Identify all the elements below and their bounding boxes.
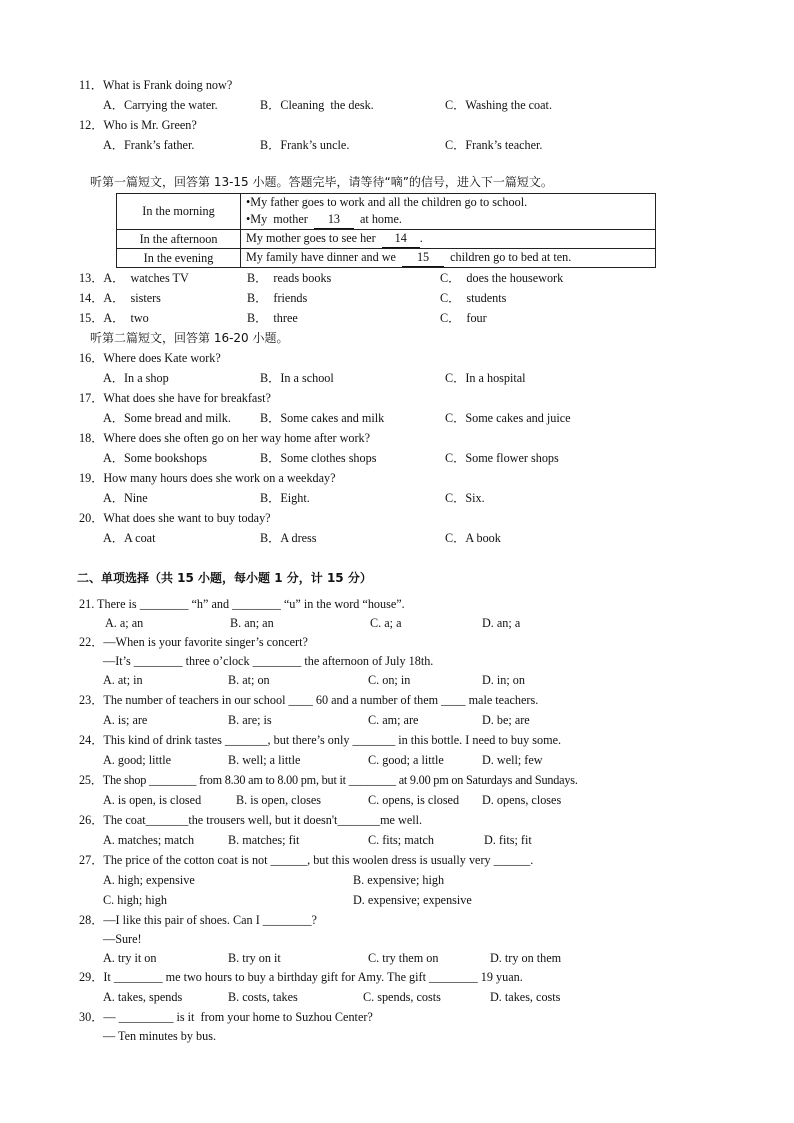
passage1-intro: 听第一篇短文，回答第 13-15 小题。答题完毕，请等待“嘀”的信号，进入下一篇短文。 xyxy=(90,175,553,189)
table-row-afternoon xyxy=(117,230,656,249)
q22-stem: 22．—When is your favorite singer’s concert? xyxy=(79,635,308,649)
afternoon-cell xyxy=(241,230,656,249)
q25-stem: 25．The shop ________ from 8.30 am to 8.00 pm, but it ________ at 9.00 pm on Saturdays and Sundays. xyxy=(79,773,578,787)
q18-option-a: A．Some bookshops xyxy=(103,451,207,465)
morning-line2-text: •My mother xyxy=(246,212,314,226)
q11-stem: 11．What is Frank doing now? xyxy=(79,78,233,92)
q18-option-b: B．Some clothes shops xyxy=(260,451,377,465)
morning-label: In the morning xyxy=(117,194,241,230)
passage1-table xyxy=(116,193,656,268)
evening-label: In the evening xyxy=(117,249,241,268)
q29-option-b: B. costs, takes xyxy=(228,990,298,1004)
q25-option-d: D. opens, closes xyxy=(482,793,562,807)
q26-option-d: D. fits; fit xyxy=(484,833,532,847)
q20-option-c: C．A book xyxy=(445,531,501,545)
q27-stem: 27．The price of the cotton coat is not ______, but this woolen dress is usually very ______. xyxy=(79,853,534,867)
q22-option-d: D. in; on xyxy=(482,673,525,687)
q30-line2: — Ten minutes by bus. xyxy=(103,1029,217,1043)
q27-option-c: C. high; high xyxy=(103,893,167,907)
q25-option-c: C. opens, is closed xyxy=(368,793,460,807)
q19-option-b: B．Eight. xyxy=(260,491,310,505)
q24-option-d: D. well; few xyxy=(482,753,543,767)
morning-line2-end: at home. xyxy=(353,212,402,226)
q29-option-c: C. spends, costs xyxy=(363,990,441,1004)
q17-option-a: A．Some bread and milk. xyxy=(103,411,231,425)
q26-stem: 26．The coat_______the trousers well, but it doesn't_______me well. xyxy=(79,813,423,827)
q24-option-b: B. well; a little xyxy=(228,753,301,767)
section2-title: 二、单项选择（共 15 小题，每小题 1 分，计 15 分） xyxy=(77,571,372,585)
q15-option-c: C． four xyxy=(440,311,487,325)
q29-stem: 29．It ________ me two hours to buy a birthday gift for Amy. The gift ________ 19 yuan. xyxy=(79,970,523,984)
q27-option-b: B. expensive; high xyxy=(353,873,445,887)
q11-option-b: B．Cleaning the desk. xyxy=(260,98,374,112)
q16-option-c: C．In a hospital xyxy=(445,371,526,385)
q17-option-b: B．Some cakes and milk xyxy=(260,411,385,425)
q23-option-b: B. are; is xyxy=(228,713,272,727)
evening-text: My family have dinner and we xyxy=(246,250,403,264)
q21-option-c: C. a; a xyxy=(370,616,402,630)
q25-option-a: A. is open, is closed xyxy=(103,793,202,807)
q14-stem: 14．A． sisters xyxy=(79,291,161,305)
morning-cell xyxy=(241,194,656,230)
q19-option-c: C．Six. xyxy=(445,491,485,505)
blank-13: 13 xyxy=(314,211,354,229)
q21-option-a: A. a; an xyxy=(105,616,144,630)
q19-option-a: A．Nine xyxy=(103,491,148,505)
q17-option-c: C．Some cakes and juice xyxy=(445,411,571,425)
q27-option-d: D. expensive; expensive xyxy=(353,893,472,907)
q30-stem: 30．— _________ is it from your home to Suzhou Center? xyxy=(79,1010,373,1024)
morning-line2 xyxy=(246,211,650,229)
q21-stem: 21. There is ________ “h” and ________ “u” in the word “house”. xyxy=(79,597,405,611)
passage2-intro: 听第二篇短文，回答第 16-20 小题。 xyxy=(90,331,289,345)
q28-option-b: B. try on it xyxy=(228,951,281,965)
morning-line1: •My father goes to work and all the children go to school. xyxy=(246,195,528,209)
q12-option-c: C．Frank’s teacher. xyxy=(445,138,543,152)
q12-stem: 12．Who is Mr. Green? xyxy=(79,118,197,132)
q13-option-c: C． does the housework xyxy=(440,271,564,285)
q19-stem: 19．How many hours does she work on a weekday? xyxy=(79,471,336,485)
q22-option-a: A. at; in xyxy=(103,673,143,687)
q13-stem: 13．A． watches TV xyxy=(79,271,189,285)
afternoon-end: . xyxy=(419,231,423,245)
q21-option-d: D. an; a xyxy=(482,616,521,630)
afternoon-label: In the afternoon xyxy=(117,230,241,249)
q18-stem: 18．Where does she often go on her way home after work? xyxy=(79,431,371,445)
q26-option-c: C. fits; match xyxy=(368,833,435,847)
q29-option-d: D. takes, costs xyxy=(490,990,561,1004)
q27-option-a: A. high; expensive xyxy=(103,873,195,887)
evening-end: children go to bed at ten. xyxy=(444,250,572,264)
q17-stem: 17．What does she have for breakfast? xyxy=(79,391,271,405)
q20-option-a: A．A coat xyxy=(103,531,156,545)
q28-option-c: C. try them on xyxy=(368,951,439,965)
q20-option-b: B．A dress xyxy=(260,531,317,545)
q15-stem: 15．A． two xyxy=(79,311,149,325)
evening-cell xyxy=(241,249,656,268)
q21-option-b: B. an; an xyxy=(230,616,274,630)
q24-option-c: C. good; a little xyxy=(368,753,444,767)
q13-option-b: B． reads books xyxy=(247,271,332,285)
q26-option-a: A. matches; match xyxy=(103,833,195,847)
q12-option-a: A．Frank’s father. xyxy=(103,138,195,152)
q11-option-c: C．Washing the coat. xyxy=(445,98,552,112)
q28-option-d: D. try on them xyxy=(490,951,562,965)
table-row-morning xyxy=(117,194,656,230)
q24-stem: 24．This kind of drink tastes _______, but there’s only _______ in this bottle. I need to buy some. xyxy=(79,733,562,747)
q12-option-b: B．Frank’s uncle. xyxy=(260,138,350,152)
q22-option-b: B. at; on xyxy=(228,673,270,687)
q23-option-a: A. is; are xyxy=(103,713,148,727)
q28-line2: —Sure! xyxy=(103,932,142,946)
q29-option-a: A. takes, spends xyxy=(103,990,183,1004)
q15-option-b: B． three xyxy=(247,311,298,325)
q22-option-c: C. on; in xyxy=(368,673,411,687)
q11-option-a: A．Carrying the water. xyxy=(103,98,218,112)
q20-stem: 20．What does she want to buy today? xyxy=(79,511,271,525)
q28-stem: 28．—I like this pair of shoes. Can I ________? xyxy=(79,913,317,927)
q14-option-b: B． friends xyxy=(247,291,308,305)
q28-option-a: A. try it on xyxy=(103,951,157,965)
q23-option-d: D. be; are xyxy=(482,713,530,727)
q25-option-b: B. is open, closes xyxy=(236,793,321,807)
table-row-evening xyxy=(117,249,656,268)
q24-option-a: A. good; little xyxy=(103,753,172,767)
q23-option-c: C. am; are xyxy=(368,713,419,727)
blank-14: 14 xyxy=(382,230,420,248)
q16-option-b: B．In a school xyxy=(260,371,334,385)
blank-15: 15 xyxy=(402,249,444,267)
q23-stem: 23．The number of teachers in our school ____ 60 and a number of them ____ male teachers. xyxy=(79,693,539,707)
q26-option-b: B. matches; fit xyxy=(228,833,300,847)
q14-option-c: C． students xyxy=(440,291,507,305)
q16-option-a: A．In a shop xyxy=(103,371,169,385)
q18-option-c: C．Some flower shops xyxy=(445,451,559,465)
q22-line2: —It’s ________ three o’clock ________ the afternoon of July 18th. xyxy=(103,654,434,668)
q16-stem: 16．Where does Kate work? xyxy=(79,351,221,365)
afternoon-text: My mother goes to see her xyxy=(246,231,382,245)
